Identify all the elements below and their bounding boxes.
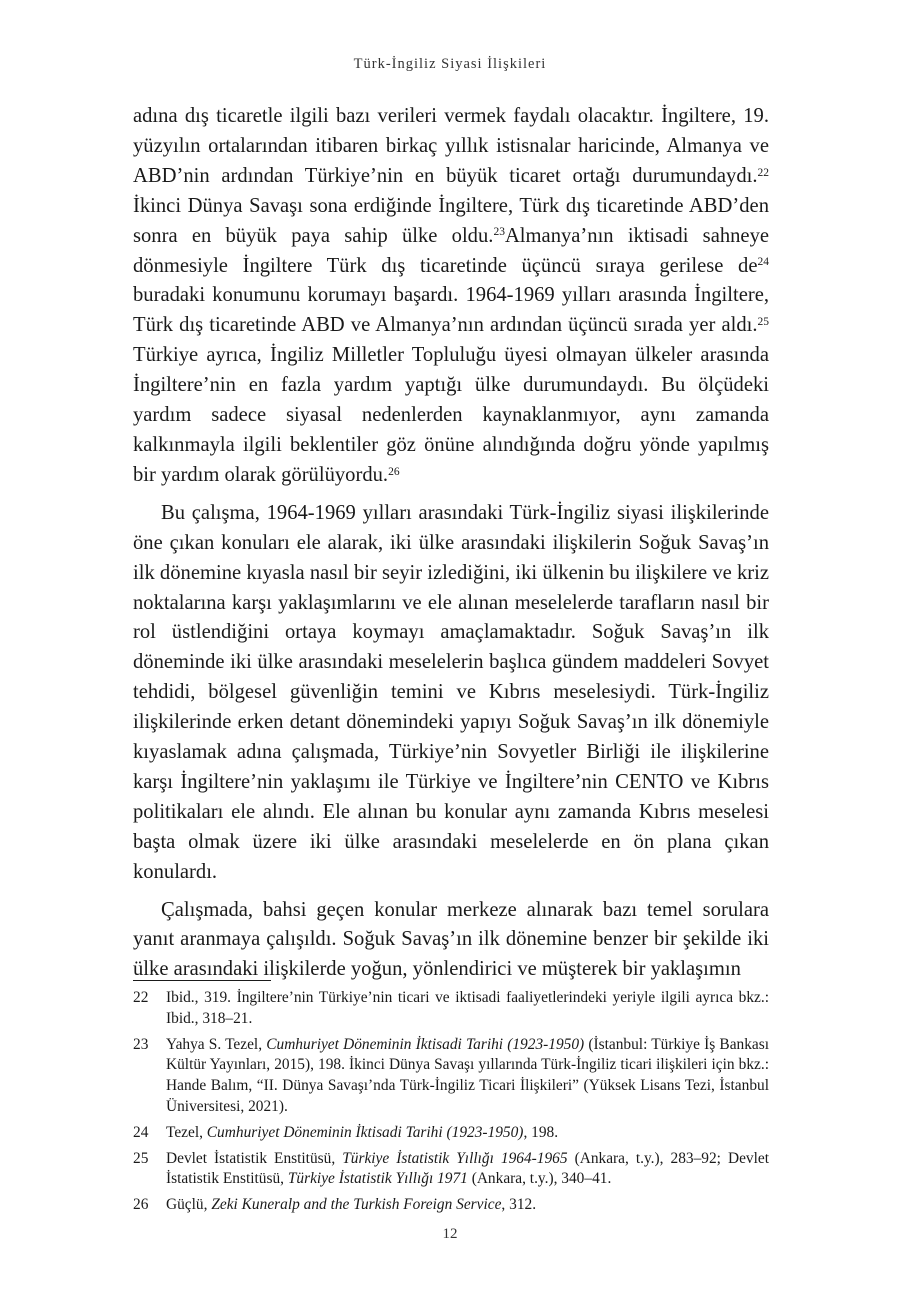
book-title: Türkiye İstatistik Yıllığı 1971 bbox=[287, 1170, 468, 1188]
footnote-number: 26 bbox=[133, 1196, 149, 1214]
footnote-text-part: , 312. bbox=[501, 1196, 537, 1214]
footnote-text-part: Güçlü, bbox=[166, 1196, 212, 1214]
footnote-divider bbox=[133, 980, 271, 981]
footnote-ref-25[interactable]: 25 bbox=[757, 316, 769, 329]
paragraph-2: Bu çalışma, 1964-1969 yılları arasındaki Türk-İngiliz siyasi ilişkilerinde öne çıkan konuları ele alarak, iki ülke arasındaki ilişkilerin Soğuk Savaş’ın ilk dönemine kıyasla nasıl bir seyir izlediğini, iki ülkenin bu ilişkilere ve kriz noktalarına karşı yaklaşımlarını ve ele alınan meselelerde tarafların nasıl bir rol üstlendiğini ortaya koymayı amaçlamaktadır. Soğuk Savaş’ın ilk döneminde iki ülke arasındaki meselelerin başlıca gündem maddeleri Sovyet tehdidi, bölgesel güvenliğin temini ve Kıbrıs meselesiydi. Türk-İngiliz ilişkilerinde erken detant dönemindeki yapıyı Soğuk Savaş’ın ilk dönemiyle kıyaslamak adına çalışmada, Türkiye’nin Sovyetler Birliği ile ilişkilerine karşı İngiltere’nin yaklaşımı ile Türkiye ve İngiltere’nin CENTO ve Kıbrıs politikaları ele alındı. Ele alınan bu konular aynı zamanda Kıbrıs meselesi başta olmak üzere iki ülke arasındaki meselelerde en ön plana çıkan konulardı. bbox=[133, 501, 769, 883]
paragraph-1 bbox=[133, 102, 769, 491]
footnote-22 bbox=[133, 988, 769, 1030]
footnote-text-part: Yahya S. Tezel, bbox=[166, 1035, 267, 1053]
footnote-ref-23[interactable]: 23 bbox=[493, 226, 505, 239]
book-title: Cumhuriyet Döneminin İktisadi Tarihi (1923-1950) bbox=[206, 1123, 524, 1141]
footnote-number: 22 bbox=[133, 989, 149, 1006]
footnote-ref-26[interactable]: 26 bbox=[388, 465, 400, 478]
footnote-text-part: (İstanbul: Türkiye İş Bankası Kültür Yayınları, 2015), 198. İkinci Dünya Savaşı yıllarında Türk-İngiliz ticari ilişkileri için bkz.: Hande Balım, “II. Dünya Savaşı’nda Türk-İngiliz Ticari İlişkileri” (Yüksek Lisans Tezi, İstanbul Üniversitesi, 2021). bbox=[166, 1035, 770, 1115]
paragraph-1-part-1: adına dış ticaretle ilgili bazı verileri vermek faydalı olacaktır. İngiltere, 19. yüzyılın ortalarından itibaren birkaç yıllık istisnalar haricinde, Almanya ve ABD’nin ardından Türkiye’nin en büyük ticaret ortağı durumundaydı. bbox=[133, 105, 769, 187]
footnote-text bbox=[166, 1195, 769, 1216]
page-number: 12 bbox=[442, 1226, 458, 1242]
footnote-text-part: Ibid., 319. İngiltere’nin Türkiye’nin ticari ve iktisadi faaliyetlerindeki yeriyle ilgili ayrıca bkz.: Ibid., 318–21. bbox=[166, 989, 769, 1027]
footnote-text-part: , 198. bbox=[523, 1123, 559, 1141]
book-title: Zeki Kuneralp and the Turkish Foreign Service bbox=[211, 1196, 502, 1214]
paragraph-1-part-3: Almanya’nın iktisadi sahneye dönmesiyle İngiltere Türk dış ticaretinde üçüncü sıraya gerilese de bbox=[133, 224, 770, 277]
footnotes bbox=[133, 988, 769, 1221]
footnote-24 bbox=[133, 1123, 769, 1144]
footnote-text-part: Tezel, bbox=[166, 1123, 207, 1141]
running-header: Türk-İngiliz Siyasi İlişkileri bbox=[353, 56, 547, 72]
footnote-ref-24[interactable]: 24 bbox=[757, 256, 769, 269]
book-title: Türkiye İstatistik Yıllığı 1964-1965 bbox=[342, 1149, 568, 1167]
footnote-text-part: (Ankara, t.y.), 283–92; Devlet İstatistik Enstitüsü, bbox=[166, 1149, 769, 1188]
footnote-text bbox=[166, 1149, 769, 1191]
main-text bbox=[133, 102, 769, 993]
footnote-number: 25 bbox=[133, 1149, 149, 1167]
footnote-text bbox=[166, 1035, 769, 1118]
footnote-26 bbox=[133, 1195, 769, 1216]
paragraph-1-part-2: İkinci Dünya Savaşı sona erdiğinde İngiltere, Türk dış ticaretinde ABD’den sonra en büyük paya sahip ülke oldu. bbox=[133, 194, 769, 247]
footnote-number: 23 bbox=[133, 1035, 149, 1053]
footnote-ref-22[interactable]: 22 bbox=[757, 166, 769, 179]
footnote-text-part: Devlet İstatistik Enstitüsü, bbox=[166, 1149, 343, 1167]
footnote-number: 24 bbox=[133, 1123, 149, 1141]
book-title: Cumhuriyet Döneminin İktisadi Tarihi (1923-1950) bbox=[266, 1035, 585, 1053]
footnote-23 bbox=[133, 1035, 769, 1118]
footnote-text-part: (Ankara, t.y.), 340–41. bbox=[467, 1170, 612, 1188]
footnote-text bbox=[166, 1123, 769, 1144]
footnote-text bbox=[166, 988, 769, 1030]
footnote-25 bbox=[133, 1149, 769, 1191]
paragraph-1-part-4: buradaki konumunu korumayı başardı. 1964-1969 yılları arasında İngiltere, Türk dış ticaretinde ABD ve Almanya’nın ardından üçüncü sırada yer aldı. bbox=[133, 284, 769, 337]
paragraph-3: Çalışmada, bahsi geçen konular merkeze alınarak bazı temel sorulara yanıt aranmaya çalışıldı. Soğuk Savaş’ın ilk dönemine benzer bir şekilde iki ülke arasındaki ilişkilerde yoğun, yönlendirici ve müşterek bir yaklaşımın bbox=[133, 898, 769, 981]
paragraph-1-part-5: Türkiye ayrıca, İngiliz Milletler Topluluğu üyesi olmayan ülkeler arasında İngiltere’nin en fazla yardım yaptığı ülke durumundaydı. Bu ölçüdeki yardım sadece siyasal nedenlerden kaynaklanmıyor, aynı zamanda kalkınmayla ilgili beklentiler göz önüne alındığında doğru yönde yapılmış bir yardım olarak görülüyordu. bbox=[133, 344, 769, 486]
